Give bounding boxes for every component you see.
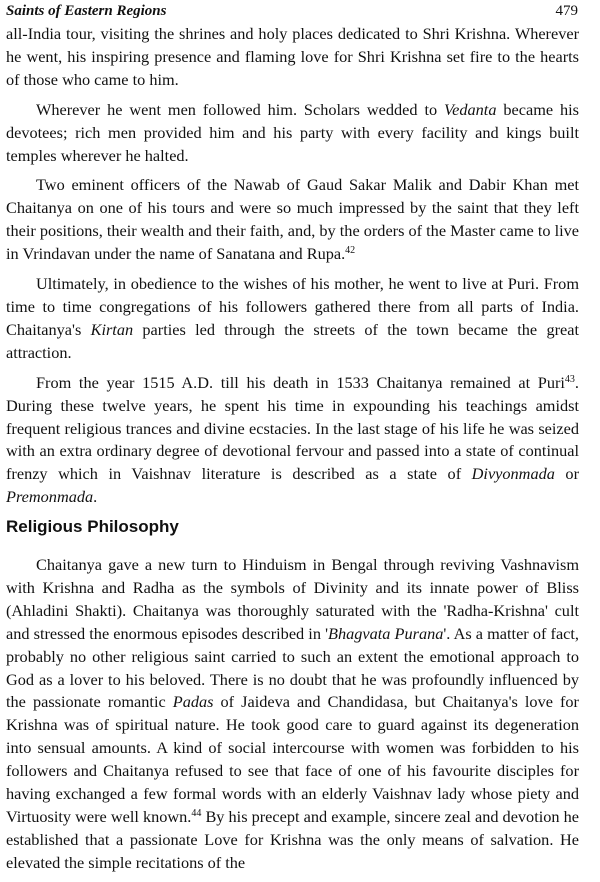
italic-term: Bhagvata Purana (328, 623, 444, 643)
section-heading: Religious Philosophy (6, 517, 179, 537)
paragraph-text: of Jaideva and Chandidasa, but Chaitanya's love for Krishna was of spiritual nature. He took good care to guard against its degeneration into sensual amounts. A kind of social intercourse with women was forbidden to his followers and Chaitanya refused to see that face of one of his favourite disciples for having exchanged a few formal words with an elderly Vaishnav lady whose piety and Virtuosity were well known. (6, 692, 579, 826)
italic-term: Padas (172, 692, 214, 712)
paragraph-text: or (554, 464, 579, 484)
paragraph-text: Chaitanya gave a new turn to Hinduism in Bengal through reviving Vashnavism with Krishna and Radha as the symbols of Divinity and its innate power of Bliss (Ahladini Shakti). Chaitanya was thoroughly saturated with the 'Radha-Krishna' cult and stressed the enormous episodes described in ' (6, 555, 579, 643)
paragraph-text: parties led through the streets of the town became the great attraction. (6, 319, 579, 362)
italic-term: Divyonmada (471, 464, 555, 484)
paragraph-4 (6, 273, 579, 365)
body-text (6, 23, 579, 882)
italic-term: Kirtan (90, 319, 134, 339)
running-title: Saints of Eastern Regions (6, 3, 167, 19)
paragraph-text: By his precept and example, sincere zeal and devotion he established that a passionate Love for Krishna was the only means of salvation. He elevated the simple recitations of the (6, 807, 579, 872)
paragraph-2 (6, 99, 579, 168)
italic-term: Vedanta (444, 99, 497, 119)
footnote-ref: 44 (191, 808, 202, 819)
italic-term: Premonmada (6, 487, 94, 507)
paragraph-5 (6, 372, 579, 509)
paragraph-text: '. As a matter of fact, probably no other religious saint carried to such an extent the emotional approach to God as a lover to his beloved. There is no doubt that he was profoundly influenced by the passionate romantic (6, 623, 579, 712)
paragraph-text: From the year 1515 A.D. till his death in 1533 Chaitanya remained at Puri (36, 372, 565, 392)
paragraph-1 (6, 23, 579, 92)
paragraph-text: . (93, 487, 98, 507)
paragraph-text: Wherever he went men followed him. Scholars wedded to (36, 99, 445, 119)
paragraph-text: Two eminent officers of the Nawab of Gaud Sakar Malik and Dabir Khan met Chaitanya on one of his tours and were so much impressed by the saint that they left their positions, their wealth and their faith, and, by the orders of the Master came to live in Vrindavan under the name of Sanatana and Rupa. (6, 175, 579, 264)
footnote-ref: 43 (564, 373, 575, 385)
paragraph-3 (6, 174, 579, 266)
paragraph-text: Ultimately, in obedience to the wishes of his mother, he went to live at Puri. From time to time congregations of his followers gathered there from all parts of India. Chaitanya's (6, 274, 579, 339)
paragraph-6 (6, 554, 579, 875)
paragraph-text: . During these twelve years, he spent his time in expounding his teachings amidst frequent religious trances and divine ecstacies. In the last stage of his life he was seized with an extra ordinary degree of devotional fervour and passed into a state of continual frenzy which in Vaishnav literature is described as a state of (6, 372, 579, 484)
paragraph-text: became his devotees; rich men provided him and his party with every facility and kings built temples wherever he halted. (6, 99, 579, 165)
page-number: 479 (555, 3, 578, 19)
footnote-ref: 42 (345, 245, 356, 257)
page-header (6, 0, 578, 22)
paragraph-text: all-India tour, visiting the shrines and holy places dedicated to Shri Krishna. Wherever he went, his inspiring presence and flaming love for Shri Krishna set fire to the hearts of those who came to him. (6, 24, 579, 89)
